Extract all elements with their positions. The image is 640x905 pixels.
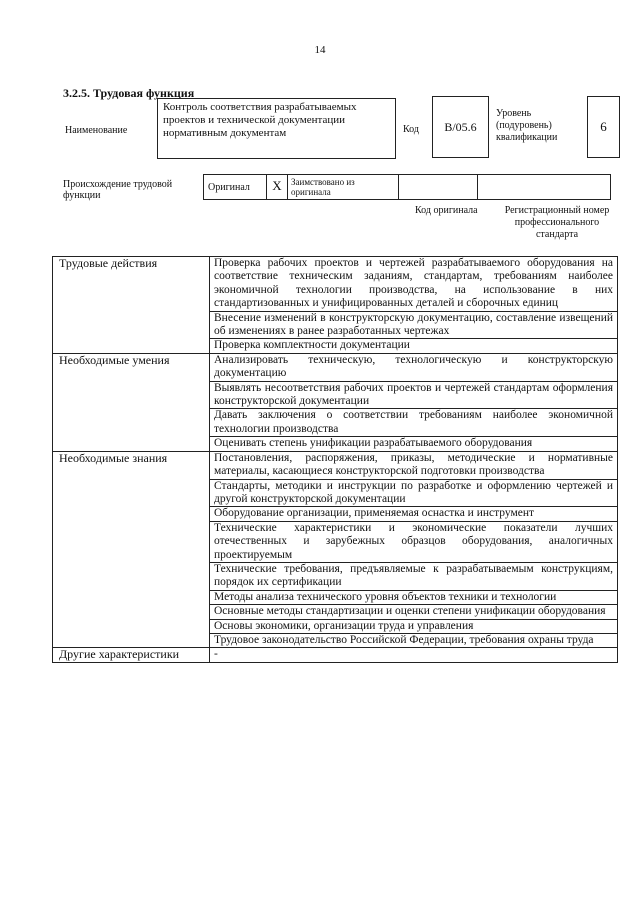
table-row (53, 451, 618, 479)
table-row (53, 353, 618, 381)
reg-number-cell (477, 174, 611, 200)
level-label: Уровень (подуровень) квалификации (496, 108, 558, 143)
table-cell: Основы экономики, организации труда и управления (210, 619, 618, 633)
code-original-cell (398, 174, 478, 200)
table-cell: Основные методы стандартизации и оценки степени унификации оборудования (210, 605, 618, 619)
table-cell: Технические характеристики и экономические показатели лучших отечественных и зарубежных образцов оборудования, аналогичных проектируемым (210, 521, 618, 562)
table-cell: Проверка рабочих проектов и чертежей разрабатываемого оборудования на соответствие техническим заданиям, стандартам, требованиям наиболее экономичной технологии производства, на использование в них стандартизованных и унифицированных деталей и сборочных единиц (210, 257, 618, 312)
origin-row (204, 174, 620, 200)
original-mark: X (266, 174, 288, 200)
table-cell: - (210, 648, 618, 662)
level-value-box: 6 (587, 96, 620, 158)
section-title-cell: Необходимые знания (53, 451, 210, 648)
table-cell: Внесение изменений в конструкторскую документацию, составление извещений об изменениях в ранее разработанных чертежах (210, 311, 618, 339)
section-title-cell: Другие характеристики (53, 648, 210, 662)
function-name-box: Контроль соответствия разрабатываемых проектов и технической документации нормативным документам (157, 98, 396, 159)
table-cell: Постановления, распоряжения, приказы, методические и нормативные материалы, касающиеся конструкторской подготовки производства (210, 451, 618, 479)
section-title: 3.2.5. Трудовая функция (63, 86, 195, 100)
name-label: Наименование (65, 125, 128, 136)
borrowed-cell: Заимствовано из оригинала (287, 174, 399, 200)
table-cell: Оборудование организации, применяемая оснастка и инструмент (210, 507, 618, 521)
table-cell: Стандарты, методики и инструкции по разработке и оформлению чертежей и другой конструкторской документации (210, 479, 618, 507)
section-title-cell: Трудовые действия (53, 257, 210, 354)
table-cell: Выявлять несоответствия рабочих проектов и чертежей стандартам оформления конструкторской документации (210, 381, 618, 409)
table-row (53, 648, 618, 662)
original-cell: Оригинал (203, 174, 267, 200)
table-cell: Анализировать техническую, технологическую и конструкторскую документацию (210, 353, 618, 381)
reg-number-caption: Регистрационный номер профессионального стандарта (504, 205, 610, 240)
code-label: Код (403, 124, 419, 135)
table-cell: Проверка комплектности документации (210, 339, 618, 353)
code-value-box: В/05.6 (432, 96, 489, 158)
table-row (53, 257, 618, 312)
table-cell: Трудовое законодательство Российской Федерации, требования охраны труда (210, 633, 618, 647)
table-cell: Оценивать степень унификации разрабатываемого оборудования (210, 437, 618, 451)
function-table (52, 256, 618, 663)
table-cell: Технические требования, предъявляемые к разрабатываемым конструкциям, порядок их сертификации (210, 562, 618, 590)
section-title-cell: Необходимые умения (53, 353, 210, 451)
code-original-caption: Код оригинала (415, 205, 478, 216)
origin-label: Происхождение трудовой функции (63, 179, 173, 201)
table-cell: Методы анализа технического уровня объектов техники и технологии (210, 590, 618, 604)
page-number: 14 (314, 44, 326, 56)
table-cell: Давать заключения о соответствии требованиям наиболее экономичной технологии производства (210, 409, 618, 437)
